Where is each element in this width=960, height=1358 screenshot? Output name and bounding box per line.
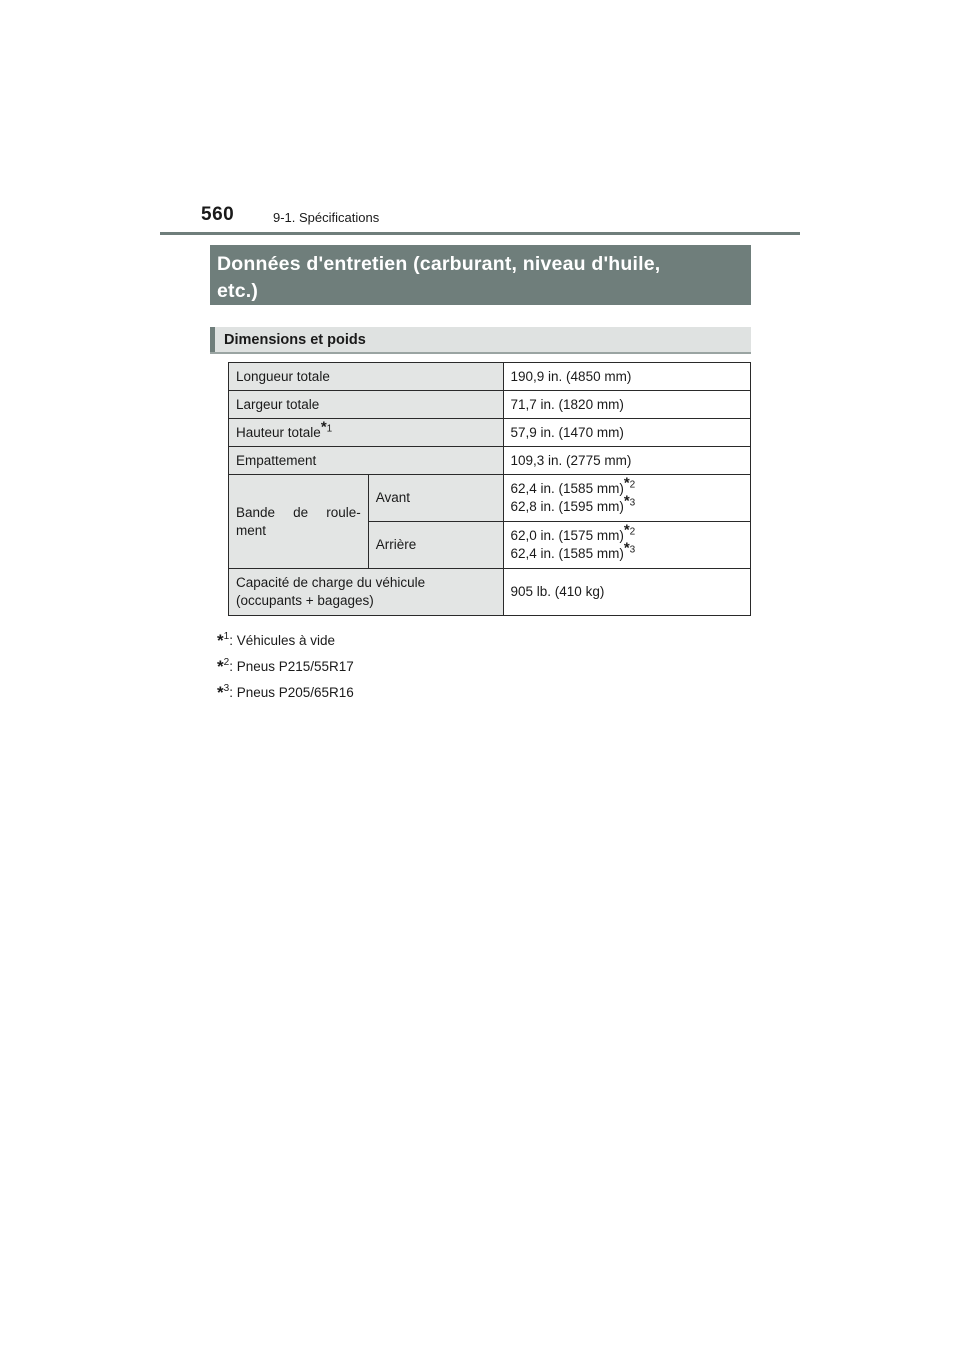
footnote-number: 2 xyxy=(223,657,230,668)
section-title xyxy=(210,245,751,305)
table-row xyxy=(229,569,751,616)
row-value: 190,9 in. (4850 mm) xyxy=(503,363,750,391)
section-title-line-1: Données d'entretien (carburant, niveau d'huile, xyxy=(217,253,661,275)
row-label-line-1: Capacité de charge du véhicule xyxy=(236,575,426,590)
footnote-ref: 2 xyxy=(629,526,636,538)
subheading-bar xyxy=(210,327,215,352)
row-label: Empattement xyxy=(229,447,504,475)
footnote-star: * xyxy=(217,631,224,650)
footnote-star: * xyxy=(320,418,327,435)
row-label: Longueur totale xyxy=(229,363,504,391)
row-label xyxy=(229,569,504,616)
section-title-line-2: etc.) xyxy=(217,280,259,302)
table-row xyxy=(229,475,751,522)
footnote-text: : Véhicules à vide xyxy=(229,633,335,648)
sub-label-avant: Avant xyxy=(368,475,503,522)
footnote-star: * xyxy=(623,474,630,492)
page-number: 560 xyxy=(201,204,235,225)
footnote xyxy=(217,650,354,676)
row-label-line-2: ment xyxy=(236,522,267,538)
footnotes xyxy=(217,624,354,702)
row-label xyxy=(229,419,504,447)
footnote-ref: 3 xyxy=(629,544,636,556)
footnote-ref: 2 xyxy=(629,479,636,491)
value-line: 62,8 in. (1595 mm) xyxy=(510,499,624,514)
footnote-star: * xyxy=(217,683,224,702)
table-row xyxy=(229,391,751,419)
footnote xyxy=(217,624,354,650)
row-label-text: Hauteur totale xyxy=(236,424,321,440)
row-label-bande xyxy=(229,475,369,569)
subheading xyxy=(210,327,751,354)
header-rule xyxy=(160,232,800,235)
footnote-ref: 3 xyxy=(629,497,636,509)
row-value: 905 lb. (410 kg) xyxy=(503,569,750,616)
value-line: 62,4 in. (1585 mm) xyxy=(510,481,624,496)
value-line: 62,4 in. (1585 mm) xyxy=(510,546,624,561)
footnote-star: * xyxy=(623,521,630,539)
footnote-text: : Pneus P215/55R17 xyxy=(229,659,354,674)
row-value xyxy=(503,522,750,569)
footnote-star: * xyxy=(623,539,630,557)
row-value xyxy=(503,475,750,522)
footnote-ref: 1 xyxy=(326,423,333,434)
row-value: 71,7 in. (1820 mm) xyxy=(503,391,750,419)
footnote-number: 3 xyxy=(223,683,230,694)
footnote-star: * xyxy=(217,657,224,676)
subheading-text: Dimensions et poids xyxy=(224,332,366,348)
footnote-number: 1 xyxy=(223,631,230,642)
sub-label-arriere: Arrière xyxy=(368,522,503,569)
dimensions-table xyxy=(228,362,751,616)
row-label-line-2: (occupants + bagages) xyxy=(236,593,374,608)
footnote-star: * xyxy=(623,492,630,510)
row-value: 57,9 in. (1470 mm) xyxy=(503,419,750,447)
row-value: 109,3 in. (2775 mm) xyxy=(503,447,750,475)
footnote xyxy=(217,676,354,702)
section-label: 9-1. Spécifications xyxy=(273,210,380,225)
table-row xyxy=(229,419,751,447)
table-row xyxy=(229,363,751,391)
value-line: 62,0 in. (1575 mm) xyxy=(510,528,624,543)
table-row xyxy=(229,447,751,475)
footnote-text: : Pneus P205/65R16 xyxy=(229,685,354,700)
row-label: Largeur totale xyxy=(229,391,504,419)
row-label-line-1: Bande de roule- xyxy=(236,504,361,520)
